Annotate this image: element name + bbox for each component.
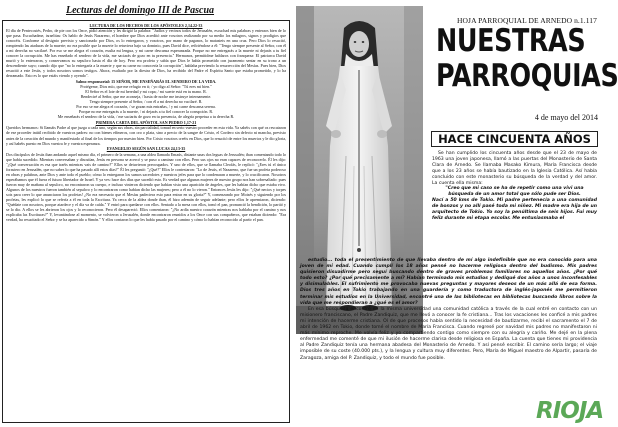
readings-title: Lecturas del domingo III de Pascua — [65, 5, 215, 16]
psalm-line: Tengo siempre presente al Señor, / con él a mi derecha no vacilaré. R. — [89, 99, 203, 105]
article-paragraph: Se han cumplido los cincuenta años desde que el 23 de mayo de 1963 una joven japonesa, llamó a las puertas del Monasterio de Santa Clara de Arnedo. Se llamaba Masako Kimura, María Francisca desde que a los 23 años se había bautizado en la Iglesia Católica. Así había concluido con este monasterio su búsqueda de la verdad y del amor. La cuenta ella misma: — [432, 151, 597, 186]
readings-box — [2, 20, 290, 423]
masthead-line2: PARROQUIAS — [436, 58, 618, 94]
psalm-line: Me enseñarás el sendero de la vida, / me saciarás de gozo en tu presencia, de alegría perpetua a tu derecha R. — [57, 114, 235, 120]
psalm-line: Porque no me entregarás a la muerte, / ni dejarás a tu fiel conocer la corrupción. R. — [78, 109, 214, 115]
rioja-logo: RIOJA — [536, 398, 604, 424]
gospel-heading: EVANGELIO SEGÚN SAN LUCAS 24,13-35 — [106, 146, 186, 152]
gospel-text: Dos discípulos de Jesús iban andando aquel mismo día, el primero de la semana, a una aldea llamada Emaús, distante unas dos leguas de Jerusalén; iban comentando todo lo que había sucedido. Mientras conversaban y discutían, Jesús en persona se acercó y se puso a caminar con ellos. Pero sus ojos no eran capaces de reconocerlo. Él les dijo: "¿Qué conversación es esa que traéis mientras vais de camino?" Ellos se detuvieron preocupados. Y uno de ellos, que se llamaba Cleofás, le replicó: "¿Eres tú el único forastero en Jerusalén, que no sabes lo que ha pasado allí estos días?" Él les preguntó: "¿Qué?" Ellos le contestaron: "Lo de Jesús, el Nazareno, que fue un profeta poderoso en obras y palabras, ante Dios y ante todo el pueblo; cómo lo entregaron los sumos sacerdotes y nuestros jefes para que lo condenaran a muerte, y lo crucificaron. Nosotros esperábamos que él fuera el futuro libertador de Israel. Y ya ves: hace dos días que sucedió esto. Es verdad que algunas mujeres de nuestro grupo nos han sobresaltado: pues fueron muy de mañana al sepulcro, no encontraron su cuerpo, e incluso vinieron diciendo que habían visto una aparición de ángeles, que les habían dicho que estaba vivo. Algunos de los nuestros fueron también al sepulcro y lo encontraron como habían dicho las mujeres; pero a él no lo vieron." Entonces Jesús les dijo: "¡Qué necios y torpes sois para creer lo que anunciaron los profetas! ¿No era necesario que el Mesías padeciera esto para entrar en su gloria?" Y, comenzando por Moisés y siguiendo por los profetas, les explicó lo que se refería a él en toda la Escritura. Ya cerca de la aldea donde iban, él hizo ademán de seguir adelante; pero ellos le apremiaron, diciendo: "Quédate con nosotros, porque atardece y el día va de caída." Y entró para quedarse con ellos. Sentado a la mesa con ellos, tomó el pan, pronunció la bendición, lo partió y se lo dio. A ellos se les abrieron los ojos y lo reconocieron. Pero él desapareció. Ellos comentaron: "¿No ardía nuestro corazón mientras nos hablaba por el camino y nos explicaba las Escrituras?" Y, levantándose al momento, se volvieron a Jerusalén, donde encontraron reunidos a los Once con sus compañeros, que estaban diciendo: "Era verdad, ha resucitado el Señor y se ha aparecido a Simón." Y ellos contaron lo que les había pasado por el camino y cómo lo habían reconocido al partir el pan. — [6, 151, 286, 223]
psalm-line: Por eso se me alegra el corazón, / se gozan mis entrañas, / y mi carne descansa serena. — [76, 104, 216, 110]
first-reading-heading: LECTURA DE LOS HECHOS DE LOS APÓSTOLES 2,14.22-33 — [89, 22, 203, 28]
article-paragraph: En esa búsqueda encontré en la misma universidad una comunidad católica a través de la cual entré en contacto con un misionero franciscano, el Padre Zandiquiz, que me llevó a conocer la fe cristiana... Tras los vacaciones les conficé a mis padres mi intención de hacerme cristiana. Oí de que procesos había sentido la necesidad de bautizarme, recibí el sacramento el 7 de abril de 1962 en Tokio, donde tomé el nombre de María Francisca. Cuando regresé por navidad mis padres no manifestaron ni más mínimo reproche. Me volvía feliz y yo compartiendo contigo como siempre con su alegría y cariño. Me dejé en la plena enfermedad me comenté de que mi ilusión de hacerme clarisa desde religiosa en España. La cuenta que tienes mi providencia al Padre Zandiquiz tenía una hermana abadesa del Monasterio de Arnedo. Y así pensé escribir. El camino sería largo; el viaje imposible de su coste (40.000 pts.), y la lengua y cultura muy diferentes. Pero, María de Miguel maestro de Alpartir, pasaría de Zaragoza, amiga del P. Zandiquiz, y todo el mundo fue posible. — [300, 306, 597, 361]
psalm-line: Bendeciré al Señor, que me aconseja, / hasta de noche me instruye internamente. — [80, 94, 212, 100]
article-intro — [432, 151, 597, 256]
newsletter-issue-label: HOJA PARROQUIAL DE ARNEDO n.1.117 — [457, 16, 597, 25]
article-paragraph: estudio... toda el presentimiento de que llevaba dentro de mí algo indefinible que no era conocido para una joven de mi edad. Cuando cumplí los 18 años pensé no hacerme religiosa dentro del budismo. Mis padres quisieron disuadirme pero seguí buscando dentro de graves problemas familiares no aquellos años. ¿Por qué todo esto? ¿Por qué precisamente a mí? Habían terminado mis estudios y dediqué dos años a unos inconfesables y disimulables. El sufrimiento me provocaba nuevas preguntas y mayores deseos de un más allá de esa forma. Dios tres años en Tokio trabajando en una guardería y como traductora de inglés-japonés me permitieron terminar mis estudios en la Universidad, encontré una de las bibliotecas en bibliotecas buscando libros sobre la vida que me respondieran a ¿qué es el amor? — [300, 258, 597, 306]
article-quote: Nací a 50 kms de Tokio. Mi padre pertenecía a una comunidad de bonzos y no allí pasé toda mi niñez. Mi madre era hija de un arquitecto de Tokio. Yo soy la penúltima de seis hijos. Fui muy feliz durante mi etapa escolar. Me entusiasmaba el — [432, 198, 597, 221]
masthead-line1: NUESTRAS — [436, 23, 586, 59]
article-body — [300, 258, 597, 418]
second-reading-heading: PRIMERA CARTA DEL APÓSTOL SAN PEDRO 1,17-21 — [95, 119, 197, 125]
masthead — [436, 23, 618, 94]
psalm-line: Protégeme, Dios mío, que me refugio en ti; / yo digo al Señor: "Tú eres mi bien." — [80, 84, 212, 90]
first-reading-text: El día de Pentecostés, Pedro, de pie con los Once, pidió atención y les dirigió la palabra: "Judíos y vecinos todos de Jerusalén, escuchad mis palabras y enteraos bien de lo que pasa. Escuchadme, israelitas: Os hablo de Jesús Nazareno, el hombre que Dios acreditó ante vosotros realizando por su medio los milagros, signos y prodigios que conocéis. Conforme al designio previsto y sancionado por Dios, os lo entregaron, y vosotros, por mano de paganos, lo matasteis en una cruz. Pero Dios lo resucitó, rompiendo las ataduras de la muerte; no era posible que la muerte lo retuviera bajo su dominio, pues David dice, refiriéndose a él: "Tengo siempre presente al Señor, con él a mi derecha no vacilaré. Por eso se me alegra el corazón, exulta mi lengua, y mi carne descansa esperanzada. Porque no me entregarás a la muerte ni dejarás a tu fiel conocer la corrupción. Me has enseñado el sendero de la vida, me saciarás de gozo en tu presencia." Hermanos, permitidme hablaros con franqueza: El patriarca David murió y lo enterraron, y conservamos su sepulcro hasta el día de hoy. Pero era profeta y sabía que Dios le había prometido con juramento sentar en su trono a un descendiente suyo; cuando dijo que "no lo entregaría a la muerte y que su carne no conocería la corrupción", hablaba previendo la resurrección del Mesías. Pues bien, Dios resucitó a este Jesús, y todos nosotros somos testigos. Ahora, exaltado por la diestra de Dios, ha recibido del Padre el Espíritu Santo que estaba prometido, y lo ha derramado. Esto es lo que estáis viendo y oyendo". — [6, 28, 286, 79]
issue-date: 4 de mayo del 2014 — [534, 113, 598, 122]
second-reading-text: Queridos hermanos: Si llamáis Padre al que juzga a cada uno, según sus obras, sin parcialidad, tomad en serio vuestro proceder en esta vida. Ya sabéis con qué os rescataron de ese proceder inútil recibido de vuestros padres: no con bienes efímeros, con oro o plata, sino a precio de la sangre de Cristo, el Cordero sin defecto ni mancha, previsto antes de la creación del mundo y manifestado al final de los tiempos por nuestro bien. Por Cristo vosotros creéis en Dios, que lo resucitó de entre los muertos y le dio gloria, y así habéis puesto en Dios vuestra fe y vuestra esperanza. — [6, 125, 286, 146]
psalm-heading: Salmo responsorial: 15 SEÑOR, ME ENSEÑARÁS EL SENDERO DE LA VIDA. — [75, 79, 217, 85]
article-title: HACE CINCUENTA AÑOS — [431, 131, 598, 147]
readings-column — [0, 0, 293, 427]
article-quote: "Creo que mi caso se ha de repetir como una vivi una búsqueda de un amor total que sólo pude ser Dios. — [445, 186, 584, 198]
psalm-line: El Señor es el lote de mi heredad y mi copa; / mi suerte está en tu mano. R. — [85, 89, 207, 95]
